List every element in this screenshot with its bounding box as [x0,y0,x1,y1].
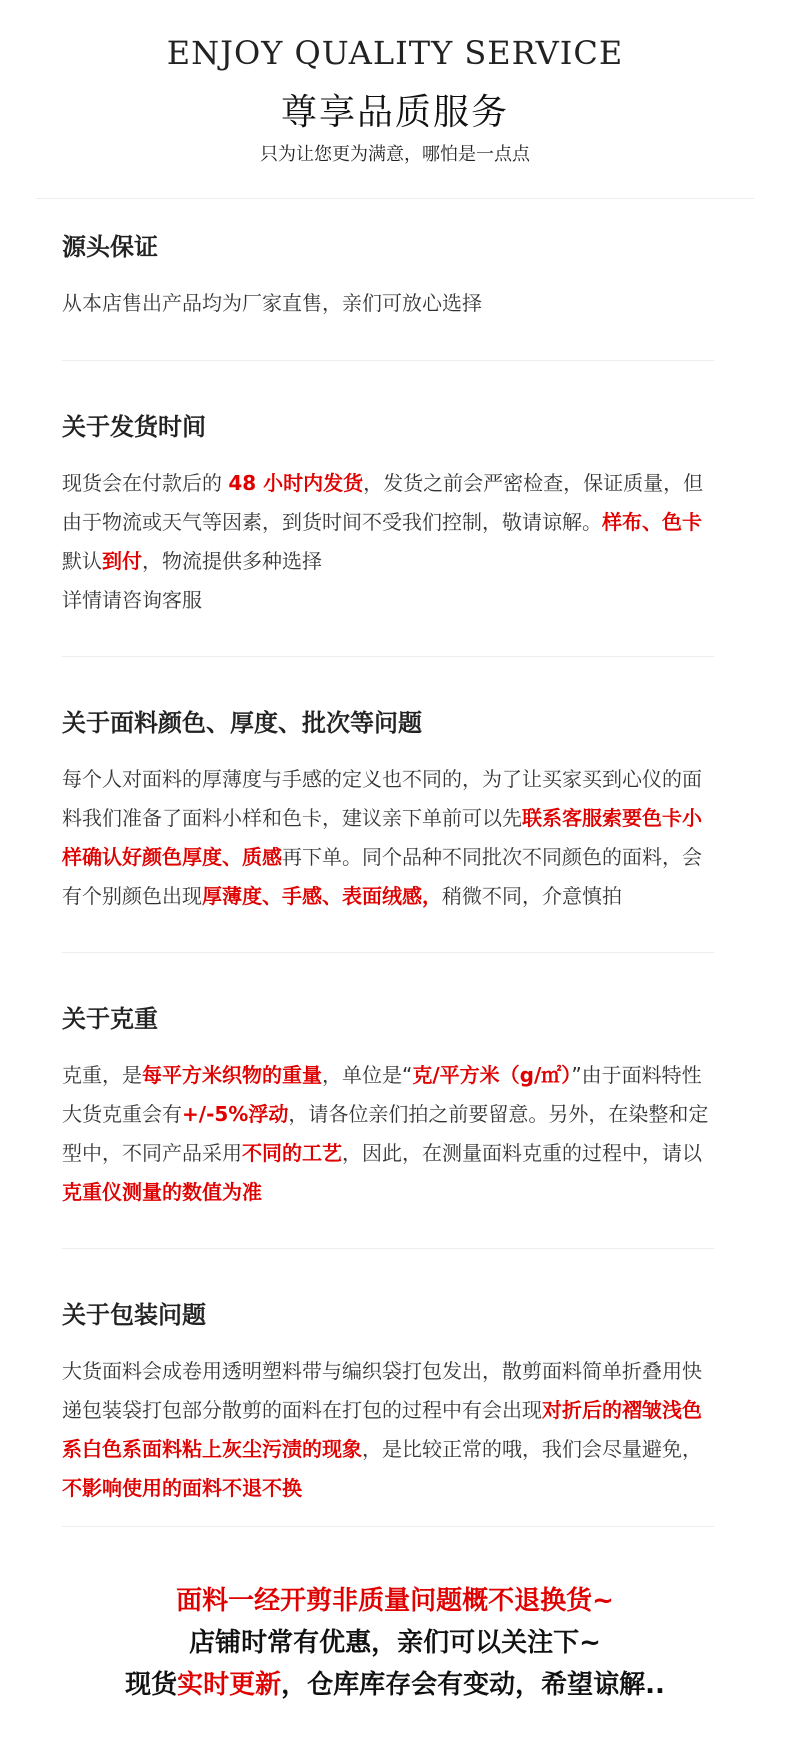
highlight-text: 48 小时内发货 [228,471,364,495]
body-text: 再下单。同个品种不同批次不同颜色的面料，会有个别颜色出现 [62,845,702,908]
body-text: 克重，是 [62,1063,142,1087]
body-text: 每个人对面料的厚薄度与手感的定义也不同的，为了让买家买到心仪的面料我们准备了面料小样和色卡，建议亲下单前可以先 [62,767,702,830]
section-divider [62,656,714,657]
footer-line-stock-highlight: 实时更新 [177,1670,282,1700]
body-text: ，发货之前会严密检查，保证质量，但由于物流或天气等因素，到货时间不受我们控制，敬请谅解。 [62,471,704,534]
section-title: 关于克重 [62,1005,158,1033]
body-text: ，单位是“ [322,1063,413,1087]
highlight-text: 克/平方米（g/㎡） [412,1063,572,1087]
body-text: ，是比较正常的哦，我们会尽量避免， [362,1437,702,1461]
highlight-text: 到付 [102,549,142,573]
section-title: 关于包装问题 [62,1301,206,1329]
section-divider [62,1526,714,1527]
body-text: ，请各位亲们拍之前要留意。另外，在染整和定型中，不同产品采用 [62,1102,709,1165]
footer-line-no-return: 面料一经开剪非质量问题概不退换货~ [176,1586,614,1616]
english-title: ENJOY QUALITY SERVICE [166,34,624,72]
highlight-text: 不同的工艺 [242,1141,342,1165]
section-body [62,1352,714,1508]
body-text: 大货面料会成卷用透明塑料带与编织袋打包发出，散剪面料简单折叠用快递包装袋打包部分散剪的面料在打包的过程中有会出现 [62,1359,702,1422]
footer-line-stock-pre: 现货 [125,1670,178,1700]
page-header [0,0,790,200]
highlight-text: +/-5%浮动 [182,1102,289,1126]
highlight-text: 联系客服索要色卡小样确认好颜色厚度、质感 [62,806,702,869]
section-body [62,760,714,916]
chinese-title: 尊享品质服务 [280,92,509,133]
body-text: ”由于面料特性大货克重会有 [62,1063,702,1126]
body-text: 默认 [62,549,102,573]
body-text: 稍微不同，介意慎拍 [442,884,622,908]
section-shipping-time [62,412,714,620]
header-divider [36,198,754,199]
section-divider [62,360,714,361]
highlight-text: 克重仪测量的数值为准 [62,1180,262,1204]
section-body [62,284,714,323]
section-body [62,1056,714,1212]
section-packaging [62,1300,714,1508]
section-title: 源头保证 [62,233,158,261]
body-text: 详情请咨询客服 [62,588,202,612]
section-body [62,464,714,620]
footer-line-stock-post: ，仓库库存会有变动，希望谅解.. [281,1670,665,1700]
section-weight [62,1004,714,1212]
subtitle: 只为让您更为满意，哪怕是一点点 [260,144,530,165]
section-title: 关于发货时间 [62,413,206,441]
footer-notice [0,1580,790,1706]
footer-line-stock [0,1664,790,1706]
highlight-text: 对折后的褶皱浅色系白色系面料粘上灰尘污渍的现象 [62,1398,702,1461]
section-divider [62,952,714,953]
highlight-text: 厚薄度、手感、表面绒感， [202,884,442,908]
section-fabric-color [62,708,714,916]
body-text: ，因此，在测量面料克重的过程中，请以 [342,1141,702,1165]
section-divider [62,1248,714,1249]
section-source-guarantee [62,232,714,323]
body-text: ，物流提供多种选择 [142,549,322,573]
highlight-text: 样布、色卡 [602,510,702,534]
highlight-text: 每平方米织物的重量 [142,1063,322,1087]
body-text: 现货会在付款后的 [62,471,229,495]
body-text: 从本店售出产品均为厂家直售，亲们可放心选择 [62,291,482,315]
section-title: 关于面料颜色、厚度、批次等问题 [62,709,422,737]
footer-line-discount: 店铺时常有优惠，亲们可以关注下~ [189,1628,601,1658]
highlight-text: 不影响使用的面料不退不换 [62,1476,302,1500]
